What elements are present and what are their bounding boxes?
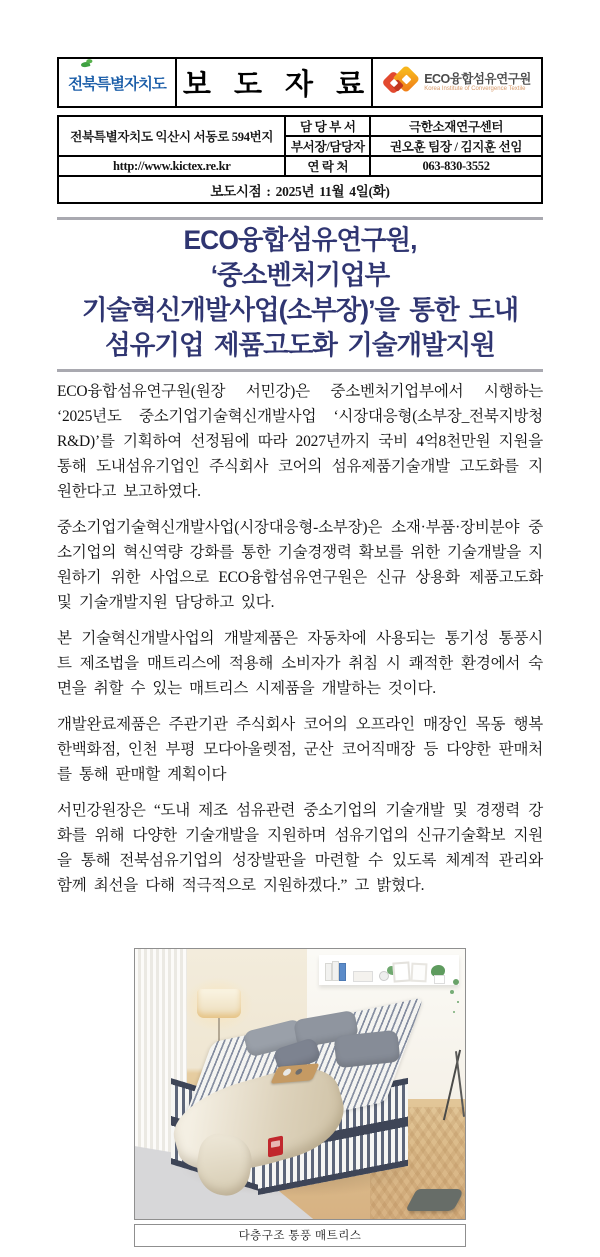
manager-value-cell: 권오훈 팀장 / 김지훈 선임 bbox=[370, 136, 542, 156]
cup bbox=[294, 1068, 303, 1075]
website-cell: http://www.kictex.re.kr bbox=[58, 156, 285, 176]
floor-lamp-shade bbox=[197, 989, 241, 1018]
jeonbuk-province-logo bbox=[59, 59, 177, 106]
table-row bbox=[58, 116, 542, 136]
doc-title-cell bbox=[177, 59, 373, 106]
header-banner bbox=[57, 57, 543, 108]
contact-value-cell: 063-830-3552 bbox=[370, 156, 542, 176]
paragraph-2: 중소기업기술혁신개발사업(시장대응형-소부장)은 소재·부품·장비분야 중소기업의 혁신역량 강화를 통한 기술경쟁력 확보를 위한 기술개발을 지원하기 위한 사업으로 ECO융합섬유연구원은 신규 상용화 제품고도화 및 기술개발지원 담당하고 있다. bbox=[57, 519, 543, 611]
dept-value-cell: 극한소재연구센터 bbox=[370, 116, 542, 136]
doc-title: 보 도 자 료 bbox=[182, 69, 366, 101]
headline-line-2: ‘중소벤처기업부 bbox=[210, 260, 390, 290]
shelf-box bbox=[353, 971, 373, 982]
table-row bbox=[58, 156, 542, 176]
address-cell: 전북특별자치도 익산시 서동로 594번지 bbox=[58, 116, 285, 156]
article-body bbox=[57, 379, 543, 898]
headline bbox=[57, 217, 543, 372]
sprout-icon bbox=[81, 61, 91, 68]
book bbox=[332, 961, 339, 981]
gray-pillow bbox=[334, 1030, 401, 1069]
headline-line-4: 섬유기업 제품고도화 기술개발지원 bbox=[105, 330, 495, 360]
eco-name: ECO융합섬유연구원 bbox=[424, 71, 531, 86]
eco-logo bbox=[373, 59, 541, 106]
hanging-vine-plant bbox=[453, 979, 459, 985]
press-release-page bbox=[57, 57, 543, 1247]
potted-plant bbox=[431, 965, 445, 977]
jeonbuk-logo-text: 전북특별자치도 bbox=[68, 75, 166, 93]
photo-caption: 다층구조 통풍 매트리스 bbox=[134, 1224, 466, 1247]
headline-line-1: ECO융합섬유연구원, bbox=[183, 225, 417, 255]
paragraph-5: 서민강원장은 “도내 제조 섬유관련 중소기업의 기술개발 및 경쟁력 강화를 위해 다양한 기술개발을 지원하며 섬유기업의 신규기술확보 지원을 통해 전북섬유기업의 성장발판을 마련할 수 있도록 체계적 관리와 함께 최선을 다해 적극적으로 지원하겠다.” 고 밝혔다. bbox=[57, 802, 543, 894]
manager-label-cell: 부서장/담당자 bbox=[285, 136, 370, 156]
wall-shelf bbox=[319, 955, 459, 985]
picture-frame bbox=[411, 963, 428, 983]
paragraph-3: 본 기술혁신개발사업의 개발제품은 자동차에 사용되는 통기성 통풍시트 제조법을 매트리스에 적용해 소비자가 취침 시 쾌적한 환경에서 숙면을 취할 수 있는 매트리스 시제품을 개발하는 것이다. bbox=[57, 630, 543, 697]
cup bbox=[282, 1068, 292, 1076]
eco-subtitle: Korea Institute of Convergence Textile bbox=[424, 86, 526, 93]
eco-logo-icon bbox=[383, 65, 419, 101]
eco-logo-text bbox=[424, 72, 531, 93]
paragraph-1: ECO융합섬유연구원(원장 서민강)은 중소벤처기업부에서 시행하는 ‘2025년도 중소기업기술혁신개발사업 ‘시장대응형(소부장_전북지방청 R&D)’를 기획하여 선정됨에 따라 2027년까지 국비 4억8천만원 지원을 통해 도내섬유기업인 주식회사 코어의 섬유제품기술개발 고도화를 지원한다고 보고하였다. bbox=[57, 383, 543, 500]
release-date-cell: 보도시점 : 2025년 11월 4일(화) bbox=[58, 176, 542, 203]
figure bbox=[134, 948, 466, 1247]
book bbox=[325, 963, 332, 981]
contact-label-cell: 연 락 처 bbox=[285, 156, 370, 176]
red-brand-tag bbox=[268, 1136, 283, 1158]
paragraph-4: 개발완료제품은 주관기관 주식회사 코어의 오프라인 매장인 목동 행복한백화점, 인천 부평 모다아울렛점, 군산 코어직매장 등 다양한 판매처를 통해 판매할 계획이다 bbox=[57, 716, 543, 783]
picture-frame bbox=[392, 961, 410, 982]
mattress-photo bbox=[134, 948, 466, 1220]
contact-table bbox=[57, 115, 543, 204]
book bbox=[339, 963, 346, 981]
striped-mattress-bed bbox=[171, 1019, 427, 1203]
dept-label-cell: 담 당 부 서 bbox=[285, 116, 370, 136]
headline-line-3: 기술혁신개발사업(소부장)’을 통한 도내 bbox=[81, 295, 519, 325]
table-row bbox=[58, 176, 542, 203]
